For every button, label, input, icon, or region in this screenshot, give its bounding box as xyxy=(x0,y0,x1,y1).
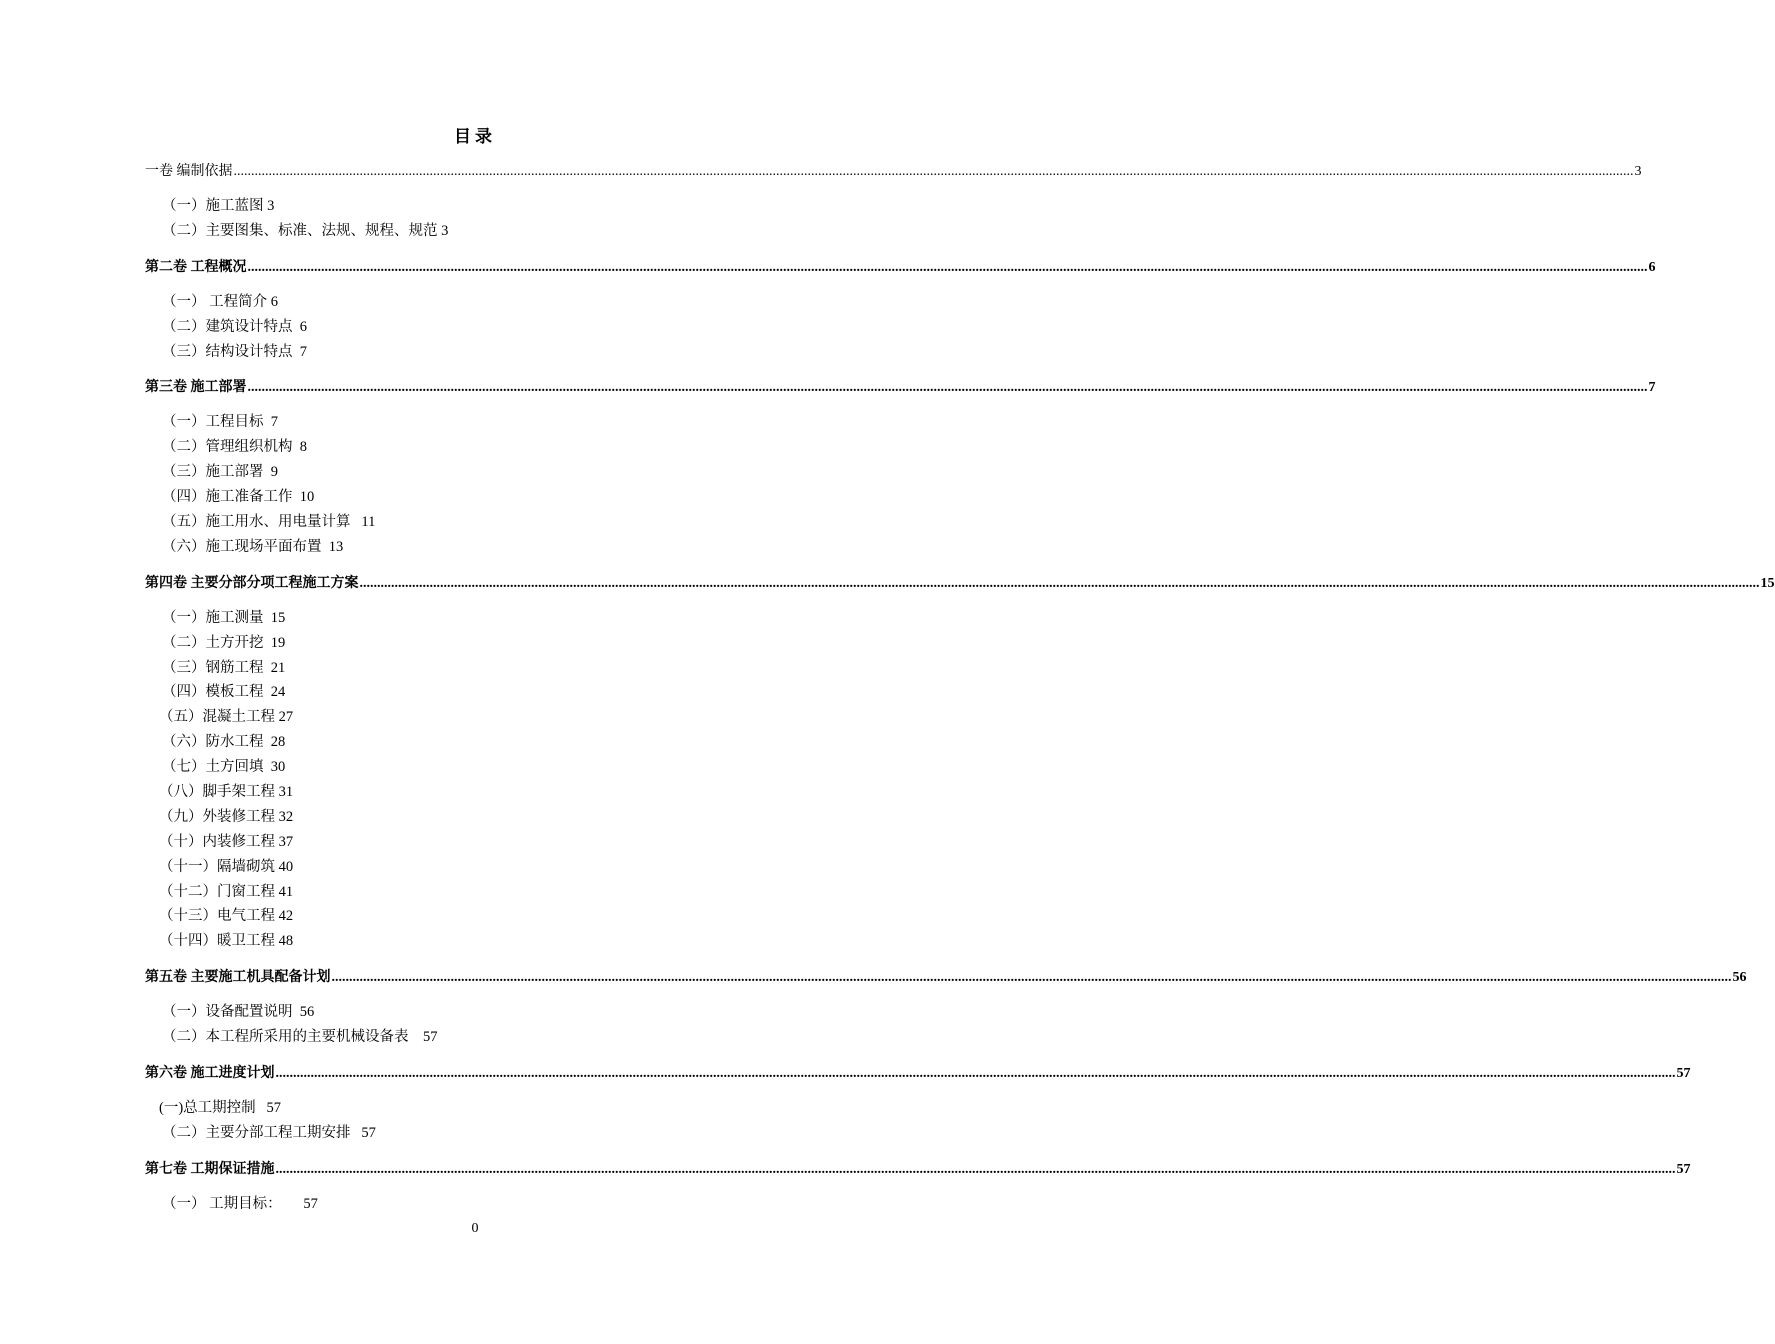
toc-subsection-entry[interactable]: （三）结构设计特点 7 xyxy=(162,343,307,360)
toc-subsection-entry[interactable]: （六）防水工程 28 xyxy=(162,734,286,751)
toc-subsection-entry[interactable]: （三）钢筋工程 21 xyxy=(162,659,286,676)
dot-leader: ................................................................................................................................................................................................................................................................................................................................................................................................................ xyxy=(233,164,1634,179)
toc-subsection-entry[interactable]: （十三）电气工程 42 xyxy=(159,908,294,925)
toc-subsection-list xyxy=(145,1000,806,1050)
toc-subsection-entry[interactable]: （十一）隔墙砌筑 40 xyxy=(159,858,294,875)
toc-subsection-entry[interactable]: （一）设备配置说明 56 xyxy=(162,1004,315,1021)
toc-subsection-entry[interactable]: (一)总工期控制 57 xyxy=(159,1100,282,1117)
toc-subsection-entry[interactable]: （八）脚手架工程 31 xyxy=(159,784,294,801)
toc-title: 目录 xyxy=(454,127,496,146)
dot-leader: ................................................................................................................................................................................................................................................................................................................................................................................................................ xyxy=(331,970,1732,986)
toc-subsection-list xyxy=(145,1192,806,1217)
toc-subsection-entry[interactable]: （三）施工部署 9 xyxy=(162,464,278,481)
toc-subsection-entry[interactable]: （十四）暖卫工程 48 xyxy=(159,933,294,950)
chapter-title: 第七卷 工期保证措施 xyxy=(145,1161,275,1177)
dot-leader: ................................................................................................................................................................................................................................................................................................................................................................................................................ xyxy=(359,575,1760,591)
toc-subsection-list xyxy=(145,606,806,954)
toc-subsection-entry[interactable]: （二）土方开挖 19 xyxy=(162,634,286,651)
toc-chapter-entry[interactable] xyxy=(145,160,1642,182)
toc-subsection-list xyxy=(145,290,806,365)
chapter-page-number: 57 xyxy=(1676,1066,1691,1082)
toc-chapter-entry[interactable] xyxy=(145,572,1775,594)
toc-subsection-entry[interactable]: （二）建筑设计特点 6 xyxy=(162,318,307,335)
toc-chapter-entry[interactable] xyxy=(145,1062,1691,1084)
toc-subsection-list xyxy=(145,410,806,559)
chapter-page-number: 6 xyxy=(1648,259,1656,275)
toc-subsection-entry[interactable]: （十二）门窗工程 41 xyxy=(159,883,294,900)
chapter-title: 第二卷 工程概况 xyxy=(145,259,247,275)
dot-leader: ................................................................................................................................................................................................................................................................................................................................................................................................................ xyxy=(275,1161,1676,1177)
toc-chapter-entry[interactable] xyxy=(145,376,1656,398)
toc-subsection-entry[interactable]: （四）施工准备工作 10 xyxy=(162,489,315,506)
toc-subsection-entry[interactable]: （六）施工现场平面布置 13 xyxy=(162,538,344,555)
toc-subsection-entry[interactable]: （七）土方回填 30 xyxy=(162,759,286,776)
chapter-title: 第四卷 主要分部分项工程施工方案 xyxy=(145,575,359,591)
toc-subsection-entry[interactable]: （二）管理组织机构 8 xyxy=(162,439,307,456)
toc-subsection-entry[interactable]: （一） 工程简介 6 xyxy=(162,293,278,310)
toc-subsection-entry[interactable]: （二）主要分部工程工期安排 57 xyxy=(162,1124,376,1141)
chapter-title: 第六卷 施工进度计划 xyxy=(145,1066,275,1082)
dot-leader: ................................................................................................................................................................................................................................................................................................................................................................................................................ xyxy=(247,380,1648,396)
toc-chapter-entry[interactable] xyxy=(145,966,1747,988)
chapter-page-number: 57 xyxy=(1676,1161,1691,1177)
toc-subsection-entry[interactable]: （一）工程目标 7 xyxy=(162,414,278,431)
table-of-contents xyxy=(145,160,1775,1229)
chapter-title: 第五卷 主要施工机具配备计划 xyxy=(145,970,331,986)
chapter-title: 第三卷 施工部署 xyxy=(145,380,247,396)
toc-subsection-entry[interactable]: （五）混凝土工程 27 xyxy=(159,709,294,726)
chapter-page-number: 15 xyxy=(1760,575,1775,591)
dot-leader: ................................................................................................................................................................................................................................................................................................................................................................................................................ xyxy=(275,1066,1676,1082)
toc-chapter-entry[interactable] xyxy=(145,1158,1691,1180)
toc-subsection-entry[interactable]: （一）施工测量 15 xyxy=(162,609,286,626)
toc-subsection-list xyxy=(145,194,806,244)
toc-subsection-entry[interactable]: （一）施工蓝图 3 xyxy=(162,198,275,214)
toc-subsection-entry[interactable]: （十）内装修工程 37 xyxy=(159,833,294,850)
page-number: 0 xyxy=(471,1221,479,1236)
toc-subsection-entry[interactable]: （四）模板工程 24 xyxy=(162,684,286,701)
toc-subsection-entry[interactable]: （二）本工程所采用的主要机械设备表 57 xyxy=(162,1029,438,1046)
toc-subsection-entry[interactable]: （二）主要图集、标准、法规、规程、规范 3 xyxy=(162,222,449,239)
toc-chapter-entry[interactable] xyxy=(145,256,1656,278)
toc-subsection-entry[interactable]: （五）施工用水、用电量计算 11 xyxy=(162,514,376,531)
chapter-title: 一卷 编制依据 xyxy=(145,164,233,179)
toc-subsection-entry[interactable]: （九）外装修工程 32 xyxy=(159,808,294,825)
toc-subsection-entry[interactable]: （一） 工期目标： 57 xyxy=(162,1195,318,1212)
dot-leader: ................................................................................................................................................................................................................................................................................................................................................................................................................ xyxy=(247,259,1648,275)
chapter-page-number: 3 xyxy=(1634,164,1642,179)
chapter-page-number: 7 xyxy=(1648,380,1656,396)
toc-subsection-list xyxy=(145,1096,806,1146)
chapter-page-number: 56 xyxy=(1732,970,1747,986)
